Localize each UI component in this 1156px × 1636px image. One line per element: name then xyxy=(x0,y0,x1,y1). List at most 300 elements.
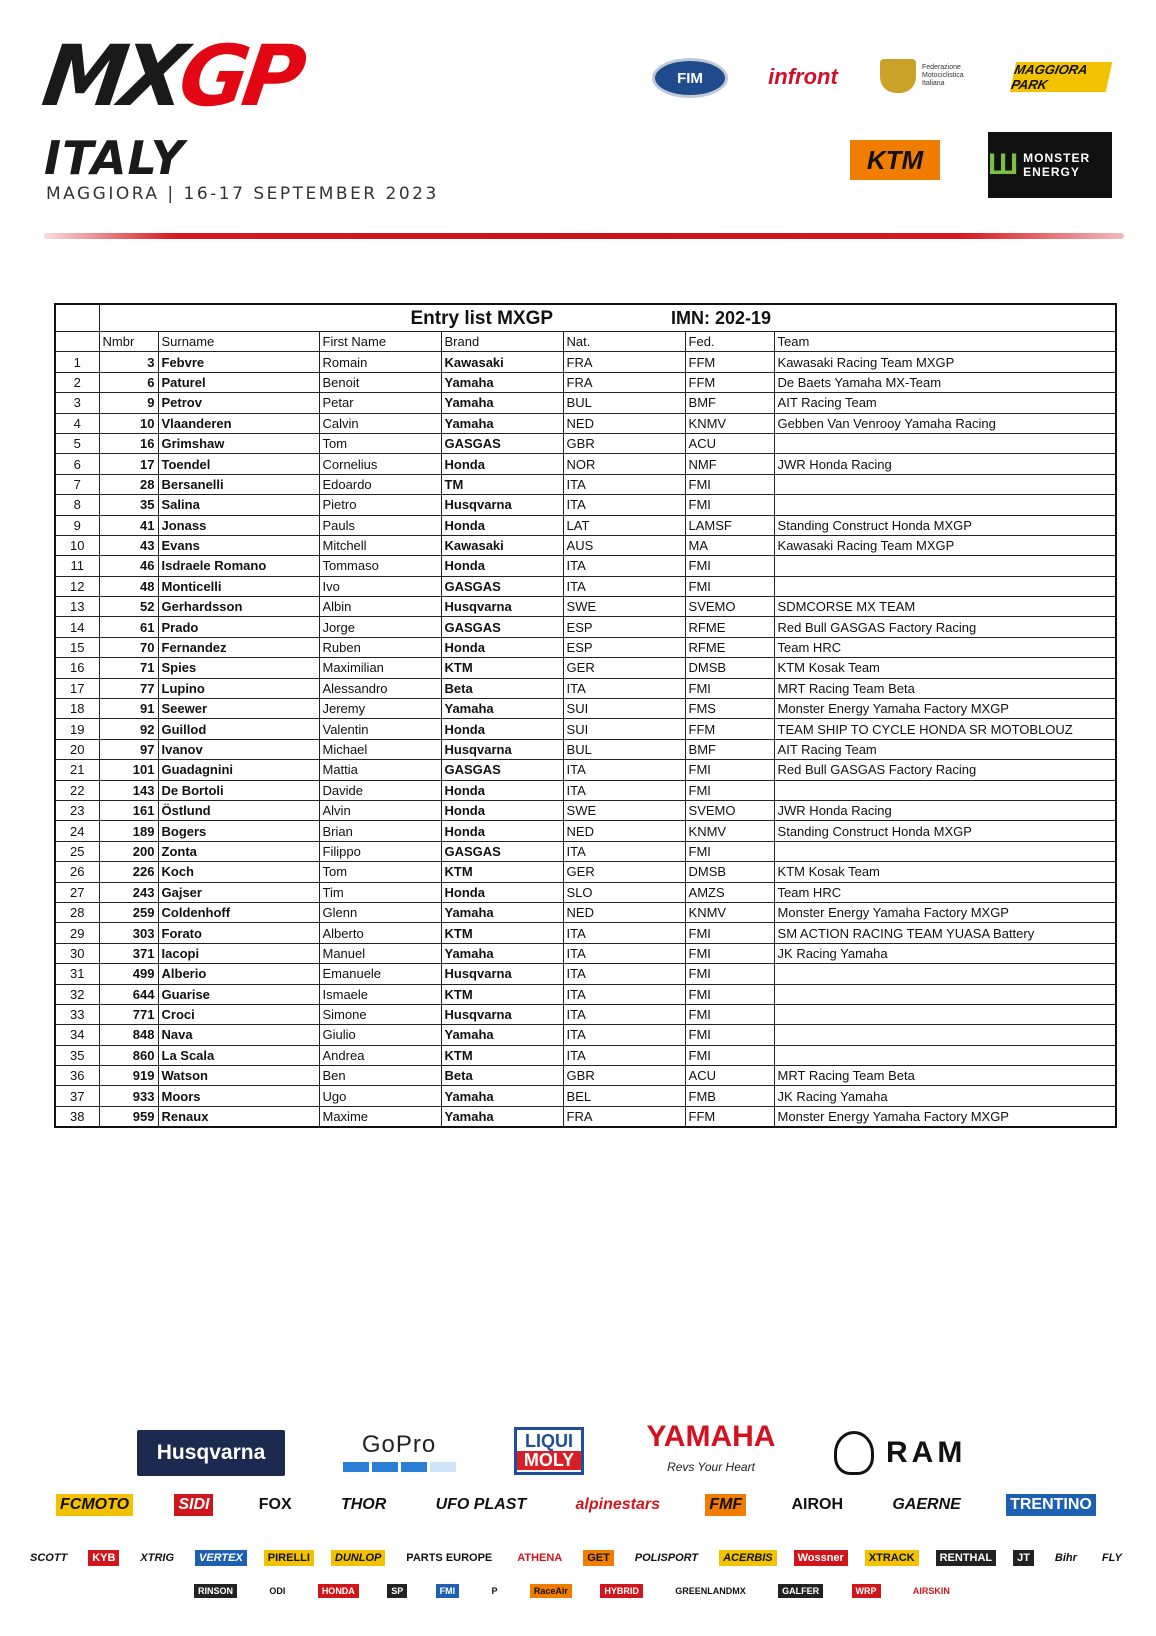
rider-team: De Baets Yamaha MX-Team xyxy=(774,372,1116,392)
rider-team xyxy=(774,474,1116,494)
rider-surname: Zonta xyxy=(158,841,319,861)
rider-first-name: Tom xyxy=(319,433,441,453)
rider-federation: FMI xyxy=(685,984,774,1004)
rider-surname: Guillod xyxy=(158,719,319,739)
sponsor-logo-sidi: SIDI xyxy=(174,1494,213,1516)
rider-team: SM ACTION RACING TEAM YUASA Battery xyxy=(774,923,1116,943)
table-row xyxy=(55,413,1116,433)
yamaha-logo xyxy=(640,1420,782,1478)
rider-number: 303 xyxy=(99,923,158,943)
row-index: 32 xyxy=(55,984,99,1004)
table-row xyxy=(55,678,1116,698)
rider-nationality: ITA xyxy=(563,576,685,596)
rider-surname: Gajser xyxy=(158,882,319,902)
row-index: 20 xyxy=(55,739,99,759)
sponsor-logo-fmf: FMF xyxy=(705,1494,746,1516)
rider-first-name: Ruben xyxy=(319,637,441,657)
gopro-logo xyxy=(340,1428,458,1474)
rider-first-name: Davide xyxy=(319,780,441,800)
rider-team: Kawasaki Racing Team MXGP xyxy=(774,535,1116,555)
rider-brand: Husqvarna xyxy=(441,597,563,617)
row-index: 35 xyxy=(55,1045,99,1065)
rider-surname: Gerhardsson xyxy=(158,597,319,617)
rider-surname: Coldenhoff xyxy=(158,902,319,922)
fim-logo-text: FIM xyxy=(677,69,703,87)
table-row xyxy=(55,637,1116,657)
rider-surname: Toendel xyxy=(158,454,319,474)
table-row xyxy=(55,535,1116,555)
rider-number: 6 xyxy=(99,372,158,392)
rider-first-name: Alvin xyxy=(319,800,441,820)
rider-brand: Yamaha xyxy=(441,1086,563,1106)
rider-first-name: Brian xyxy=(319,821,441,841)
table-row xyxy=(55,902,1116,922)
rider-nationality: BEL xyxy=(563,1086,685,1106)
rider-brand: Husqvarna xyxy=(441,495,563,515)
rider-number: 48 xyxy=(99,576,158,596)
rider-brand: Husqvarna xyxy=(441,964,563,984)
rider-brand: Yamaha xyxy=(441,413,563,433)
sponsor-logo-hybrid: HYBRID xyxy=(600,1584,643,1598)
row-index: 1 xyxy=(55,352,99,372)
rider-nationality: BUL xyxy=(563,739,685,759)
rider-first-name: Alberto xyxy=(319,923,441,943)
sponsor-logo-rinson: RINSON xyxy=(194,1584,237,1598)
table-row xyxy=(55,739,1116,759)
rider-federation: BMF xyxy=(685,739,774,759)
rider-team: JWR Honda Racing xyxy=(774,800,1116,820)
sponsor-logo-wrp: WRP xyxy=(852,1584,881,1598)
table-row xyxy=(55,515,1116,535)
rider-team xyxy=(774,556,1116,576)
table-row xyxy=(55,943,1116,963)
rider-team: TEAM SHIP TO CYCLE HONDA SR MOTOBLOUZ xyxy=(774,719,1116,739)
row-index: 31 xyxy=(55,964,99,984)
row-index: 3 xyxy=(55,393,99,413)
rider-first-name: Ugo xyxy=(319,1086,441,1106)
gopro-logo-text: GoPro xyxy=(361,1430,437,1458)
rider-number: 3 xyxy=(99,352,158,372)
table-row xyxy=(55,454,1116,474)
table-row xyxy=(55,1004,1116,1024)
monster-logo-text: MONSTER ENERGY xyxy=(1023,151,1091,179)
rider-nationality: ITA xyxy=(563,943,685,963)
rider-brand: Beta xyxy=(441,1066,563,1086)
rider-federation: KNMV xyxy=(685,821,774,841)
rider-surname: Isdraele Romano xyxy=(158,556,319,576)
moly-text: MOLY xyxy=(517,1451,581,1470)
row-index: 19 xyxy=(55,719,99,739)
rider-surname: Lupino xyxy=(158,678,319,698)
rider-team: Gebben Van Venrooy Yamaha Racing xyxy=(774,413,1116,433)
rider-federation: FMI xyxy=(685,576,774,596)
rider-surname: Moors xyxy=(158,1086,319,1106)
rider-surname: Alberio xyxy=(158,964,319,984)
sponsor-logo-odi: ODI xyxy=(269,1586,286,1596)
table-row xyxy=(55,984,1116,1004)
rider-number: 91 xyxy=(99,699,158,719)
rider-number: 499 xyxy=(99,964,158,984)
rider-number: 200 xyxy=(99,841,158,861)
rider-team xyxy=(774,780,1116,800)
rider-federation: KNMV xyxy=(685,413,774,433)
rider-nationality: ITA xyxy=(563,780,685,800)
rider-surname: Bersanelli xyxy=(158,474,319,494)
event-name: ITALY xyxy=(44,131,185,185)
rider-first-name: Andrea xyxy=(319,1045,441,1065)
sponsor-logo-greenlandmx: GREENLANDMX xyxy=(675,1586,746,1596)
rider-surname: De Bortoli xyxy=(158,780,319,800)
rider-number: 933 xyxy=(99,1086,158,1106)
rider-nationality: SUI xyxy=(563,719,685,739)
rider-number: 70 xyxy=(99,637,158,657)
rider-team: Standing Construct Honda MXGP xyxy=(774,515,1116,535)
rider-nationality: GER xyxy=(563,862,685,882)
rider-nationality: NED xyxy=(563,902,685,922)
header-nmbr: Nmbr xyxy=(99,332,158,352)
table-row xyxy=(55,964,1116,984)
rider-federation: ACU xyxy=(685,433,774,453)
sponsor-logo-xtrack: XTRACK xyxy=(865,1550,919,1566)
rider-number: 161 xyxy=(99,800,158,820)
rider-first-name: Jorge xyxy=(319,617,441,637)
ram-logo-text: RAM xyxy=(886,1436,967,1469)
row-index: 15 xyxy=(55,637,99,657)
rider-team: Monster Energy Yamaha Factory MXGP xyxy=(774,902,1116,922)
rider-federation: FMI xyxy=(685,474,774,494)
rider-nationality: SLO xyxy=(563,882,685,902)
rider-team xyxy=(774,1004,1116,1024)
rider-nationality: SWE xyxy=(563,800,685,820)
rider-nationality: ITA xyxy=(563,841,685,861)
sponsor-row-2 xyxy=(56,1494,1096,1516)
husqvarna-logo xyxy=(137,1430,285,1476)
rider-federation: NMF xyxy=(685,454,774,474)
rider-brand: KTM xyxy=(441,923,563,943)
rider-nationality: FRA xyxy=(563,372,685,392)
fim-logo xyxy=(652,58,728,98)
sponsor-logo-galfer: GALFER xyxy=(778,1584,823,1598)
rider-surname: Febvre xyxy=(158,352,319,372)
rider-surname: La Scala xyxy=(158,1045,319,1065)
rider-federation: FMI xyxy=(685,964,774,984)
rider-first-name: Jeremy xyxy=(319,699,441,719)
rider-federation: MA xyxy=(685,535,774,555)
rider-number: 771 xyxy=(99,1004,158,1024)
rider-nationality: ITA xyxy=(563,923,685,943)
rider-number: 959 xyxy=(99,1106,158,1127)
rider-first-name: Mitchell xyxy=(319,535,441,555)
rider-brand: Honda xyxy=(441,454,563,474)
rider-federation: FFM xyxy=(685,352,774,372)
rider-nationality: NOR xyxy=(563,454,685,474)
ktm-logo xyxy=(850,140,940,180)
rider-brand: GASGAS xyxy=(441,433,563,453)
rider-surname: Grimshaw xyxy=(158,433,319,453)
yamaha-tagline: Revs Your Heart xyxy=(667,1460,755,1474)
table-row xyxy=(55,1025,1116,1045)
rider-brand: Yamaha xyxy=(441,393,563,413)
rider-brand: Honda xyxy=(441,780,563,800)
rider-federation: FMI xyxy=(685,760,774,780)
rider-nationality: ITA xyxy=(563,1025,685,1045)
rider-federation: FMI xyxy=(685,780,774,800)
sponsor-logo-kyb: KYB xyxy=(88,1550,119,1566)
table-row xyxy=(55,556,1116,576)
rider-first-name: Maxime xyxy=(319,1106,441,1127)
rider-surname: Watson xyxy=(158,1066,319,1086)
rider-brand: Honda xyxy=(441,719,563,739)
rider-surname: Salina xyxy=(158,495,319,515)
rider-team xyxy=(774,1025,1116,1045)
liqui-text: LIQUI xyxy=(525,1431,573,1451)
sponsor-logo-parts-europe: PARTS EUROPE xyxy=(406,1552,493,1564)
header-nat: Nat. xyxy=(563,332,685,352)
rider-number: 259 xyxy=(99,902,158,922)
sponsor-logo-athena: ATHENA xyxy=(517,1552,563,1564)
rider-federation: DMSB xyxy=(685,862,774,882)
row-index: 10 xyxy=(55,535,99,555)
row-index: 25 xyxy=(55,841,99,861)
row-index: 34 xyxy=(55,1025,99,1045)
sponsor-logo-pirelli: PIRELLI xyxy=(264,1550,314,1566)
rider-number: 92 xyxy=(99,719,158,739)
sponsor-logo-acerbis: ACERBIS xyxy=(719,1550,777,1566)
rider-federation: RFME xyxy=(685,637,774,657)
sponsor-logo-jt: JT xyxy=(1013,1550,1034,1566)
rider-first-name: Michael xyxy=(319,739,441,759)
table-row xyxy=(55,372,1116,392)
rider-brand: Yamaha xyxy=(441,372,563,392)
rider-number: 848 xyxy=(99,1025,158,1045)
table-row xyxy=(55,699,1116,719)
rider-number: 10 xyxy=(99,413,158,433)
fmi-shield-icon xyxy=(880,59,916,93)
rider-first-name: Giulio xyxy=(319,1025,441,1045)
table-row xyxy=(55,780,1116,800)
rider-team: Team HRC xyxy=(774,637,1116,657)
rider-number: 41 xyxy=(99,515,158,535)
rider-federation: SVEMO xyxy=(685,597,774,617)
rider-number: 43 xyxy=(99,535,158,555)
table-title-row xyxy=(55,304,1116,332)
gopro-bars-icon xyxy=(343,1462,456,1472)
imn-code: IMN: 202-19 xyxy=(563,304,1116,332)
sponsor-logo-vertex: VERTEX xyxy=(195,1550,247,1566)
rider-nationality: BUL xyxy=(563,393,685,413)
rider-federation: RFME xyxy=(685,617,774,637)
rider-first-name: Tim xyxy=(319,882,441,902)
rider-nationality: ITA xyxy=(563,760,685,780)
rider-federation: ACU xyxy=(685,1066,774,1086)
rider-surname: Monticelli xyxy=(158,576,319,596)
sponsor-logo-sp: SP xyxy=(387,1584,407,1598)
sponsor-logo-airoh: AIROH xyxy=(791,1496,844,1513)
monster-energy-logo xyxy=(988,132,1112,198)
rider-first-name: Valentin xyxy=(319,719,441,739)
rider-nationality: NED xyxy=(563,821,685,841)
rider-first-name: Mattia xyxy=(319,760,441,780)
table-row xyxy=(55,474,1116,494)
rider-federation: FMI xyxy=(685,1045,774,1065)
rider-federation: FMI xyxy=(685,495,774,515)
rider-federation: DMSB xyxy=(685,658,774,678)
rider-brand: GASGAS xyxy=(441,760,563,780)
rider-number: 46 xyxy=(99,556,158,576)
rider-first-name: Ismaele xyxy=(319,984,441,1004)
table-row xyxy=(55,617,1116,637)
header-index-cell xyxy=(55,332,99,352)
header-brand: Brand xyxy=(441,332,563,352)
fmi-logo xyxy=(880,56,970,96)
rider-team: SDMCORSE MX TEAM xyxy=(774,597,1116,617)
sponsor-row-4 xyxy=(194,1584,954,1598)
row-index: 30 xyxy=(55,943,99,963)
rider-federation: KNMV xyxy=(685,902,774,922)
rider-nationality: ESP xyxy=(563,637,685,657)
rider-surname: Fernandez xyxy=(158,637,319,657)
sponsor-logo-p: P xyxy=(491,1586,498,1596)
row-index: 9 xyxy=(55,515,99,535)
rider-nationality: ITA xyxy=(563,1045,685,1065)
rider-number: 919 xyxy=(99,1066,158,1086)
sponsor-logo-ufo-plast: UFO PLAST xyxy=(435,1496,527,1513)
rider-surname: Spies xyxy=(158,658,319,678)
rider-surname: Prado xyxy=(158,617,319,637)
rider-brand: GASGAS xyxy=(441,841,563,861)
rider-team: MRT Racing Team Beta xyxy=(774,678,1116,698)
rider-nationality: AUS xyxy=(563,535,685,555)
row-index: 13 xyxy=(55,597,99,617)
rider-brand: Yamaha xyxy=(441,699,563,719)
rider-nationality: ITA xyxy=(563,678,685,698)
rider-team: JK Racing Yamaha xyxy=(774,1086,1116,1106)
title-spacer-cell xyxy=(55,304,99,332)
table-row xyxy=(55,821,1116,841)
rider-team: Red Bull GASGAS Factory Racing xyxy=(774,617,1116,637)
rider-first-name: Pietro xyxy=(319,495,441,515)
rider-first-name: Petar xyxy=(319,393,441,413)
rider-nationality: ITA xyxy=(563,984,685,1004)
rider-brand: Honda xyxy=(441,882,563,902)
rider-surname: Croci xyxy=(158,1004,319,1024)
maggiora-park-logo xyxy=(1010,62,1112,92)
rider-brand: Honda xyxy=(441,556,563,576)
rider-federation: SVEMO xyxy=(685,800,774,820)
rider-brand: Kawasaki xyxy=(441,352,563,372)
table-row xyxy=(55,1106,1116,1127)
liqui-moly-logo xyxy=(514,1427,584,1475)
rider-team: Monster Energy Yamaha Factory MXGP xyxy=(774,699,1116,719)
rider-surname: Iacopi xyxy=(158,943,319,963)
rider-number: 35 xyxy=(99,495,158,515)
sponsor-logo-gaerne: GAERNE xyxy=(892,1496,961,1513)
row-index: 11 xyxy=(55,556,99,576)
row-index: 12 xyxy=(55,576,99,596)
table-title: Entry list MXGP xyxy=(99,304,563,332)
rider-brand: Honda xyxy=(441,800,563,820)
rider-first-name: Filippo xyxy=(319,841,441,861)
header-surname: Surname xyxy=(158,332,319,352)
row-index: 8 xyxy=(55,495,99,515)
rider-first-name: Calvin xyxy=(319,413,441,433)
rider-team xyxy=(774,841,1116,861)
rider-federation: FMI xyxy=(685,678,774,698)
header-fed: Fed. xyxy=(685,332,774,352)
sponsor-logo-scott: SCOTT xyxy=(30,1552,68,1564)
table-row xyxy=(55,923,1116,943)
rider-first-name: Tommaso xyxy=(319,556,441,576)
rider-nationality: ITA xyxy=(563,474,685,494)
rider-team: Kawasaki Racing Team MXGP xyxy=(774,352,1116,372)
rider-federation: FMI xyxy=(685,841,774,861)
rider-federation: FMI xyxy=(685,1004,774,1024)
rider-team xyxy=(774,1045,1116,1065)
table-row xyxy=(55,1066,1116,1086)
table-row xyxy=(55,719,1116,739)
rider-federation: FMI xyxy=(685,1025,774,1045)
rider-federation: FMI xyxy=(685,923,774,943)
rider-number: 71 xyxy=(99,658,158,678)
header-first-name: First Name xyxy=(319,332,441,352)
table-row xyxy=(55,1045,1116,1065)
rider-first-name: Ivo xyxy=(319,576,441,596)
rider-team: AIT Racing Team xyxy=(774,739,1116,759)
rider-federation: FFM xyxy=(685,372,774,392)
rider-brand: KTM xyxy=(441,1045,563,1065)
yamaha-logo-text: YAMAHA xyxy=(646,1420,776,1453)
row-index: 29 xyxy=(55,923,99,943)
rider-brand: Yamaha xyxy=(441,902,563,922)
sponsor-logo-trentino: TRENTINO xyxy=(1006,1494,1096,1516)
table-row xyxy=(55,352,1116,372)
row-index: 14 xyxy=(55,617,99,637)
sponsor-logo-fcmoto: FCMOTO xyxy=(56,1494,133,1516)
row-index: 21 xyxy=(55,760,99,780)
rider-nationality: SWE xyxy=(563,597,685,617)
sponsor-logo-airskin: AIRSKIN xyxy=(912,1586,950,1596)
rider-nationality: ESP xyxy=(563,617,685,637)
fmi-logo-text: Federazione Motociclistica Italiana xyxy=(922,64,964,87)
rider-nationality: GBR xyxy=(563,1066,685,1086)
rider-surname: Seewer xyxy=(158,699,319,719)
infront-logo-text: infront xyxy=(768,64,838,89)
ram-head-icon xyxy=(834,1431,874,1475)
row-index: 38 xyxy=(55,1106,99,1127)
table-row xyxy=(55,800,1116,820)
rider-number: 97 xyxy=(99,739,158,759)
rider-federation: FMI xyxy=(685,943,774,963)
rider-brand: KTM xyxy=(441,984,563,1004)
rider-nationality: ITA xyxy=(563,964,685,984)
row-index: 27 xyxy=(55,882,99,902)
rider-team: Team HRC xyxy=(774,882,1116,902)
rider-surname: Ivanov xyxy=(158,739,319,759)
rider-nationality: NED xyxy=(563,413,685,433)
rider-team xyxy=(774,576,1116,596)
sponsor-logo-fmi: FMI xyxy=(436,1584,460,1598)
rider-first-name: Simone xyxy=(319,1004,441,1024)
rider-nationality: SUI xyxy=(563,699,685,719)
table-row xyxy=(55,658,1116,678)
rider-surname: Jonass xyxy=(158,515,319,535)
rider-number: 243 xyxy=(99,882,158,902)
ram-logo xyxy=(834,1428,1020,1478)
rider-first-name: Romain xyxy=(319,352,441,372)
rider-team: AIT Racing Team xyxy=(774,393,1116,413)
rider-surname: Forato xyxy=(158,923,319,943)
table-row xyxy=(55,495,1116,515)
